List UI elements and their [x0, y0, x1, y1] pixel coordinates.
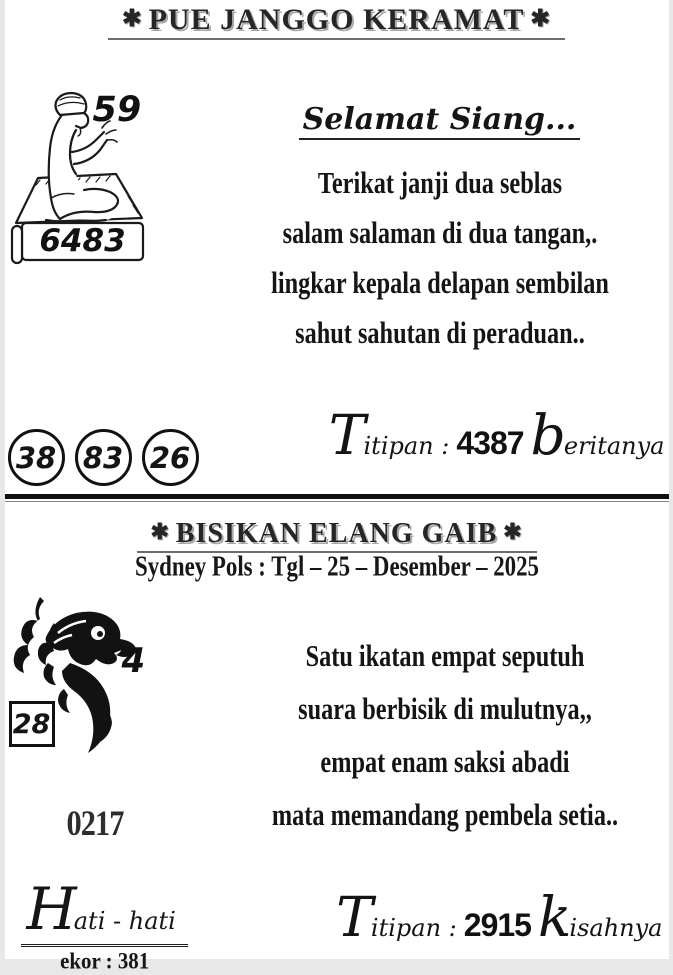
poem-line: sahut sahutan di peraduan..	[233, 305, 647, 361]
ekor-text: ekor : 381	[25, 947, 184, 974]
titipan-note-2	[336, 886, 662, 950]
poem-line: Terikat janji dua seblas	[233, 155, 647, 211]
section2-body	[215, 630, 673, 842]
caution-note	[21, 876, 188, 974]
titipan-suffix: kisahnya	[538, 886, 663, 950]
section1-body	[210, 102, 670, 358]
star-icon: ✱	[116, 6, 149, 32]
poem-line: empat enam saksi abadi	[238, 733, 652, 792]
poem-2	[215, 630, 673, 842]
poem-line: salam salaman di dua tangan,.	[233, 205, 647, 261]
section1-title-text: PUE JANGGO KERAMAT	[149, 3, 525, 36]
figure2-number-top: 4	[122, 641, 146, 681]
greeting-text: Selamat Siang...	[299, 102, 581, 140]
star-icon: ✱	[524, 6, 557, 32]
section1-title	[5, 3, 669, 40]
figure1-number-top: 59	[93, 90, 142, 130]
section-divider	[5, 494, 669, 502]
poem-line: lingkar kepala delapan sembilan	[233, 255, 647, 311]
star-icon: ✱	[497, 520, 528, 544]
lucky-circle: 38	[8, 429, 65, 486]
titipan-number: 4387	[456, 425, 523, 462]
lucky-circle: 83	[75, 429, 132, 486]
titipan-number: 2915	[464, 907, 531, 944]
figure2-number-box: 28	[9, 701, 55, 747]
lucky-circles	[8, 429, 199, 486]
poem-line: mata memandang pembela setia..	[238, 786, 652, 845]
syair-poster	[5, 0, 669, 959]
titipan-suffix: beritanya	[531, 404, 665, 468]
section2-title-text: BISIKAN ELANG GAIB	[176, 518, 497, 549]
poem-line: Satu ikatan empat seputuh	[238, 627, 652, 686]
poem-1	[210, 158, 670, 358]
caution-label: Hati - hati	[21, 876, 188, 947]
titipan-label: Titipan :	[336, 886, 457, 950]
lucky-circle: 26	[142, 429, 199, 486]
titipan-note-1	[329, 404, 665, 468]
section2-title	[5, 518, 669, 553]
titipan-label: Titipan :	[329, 404, 450, 468]
date-line: Sydney Pols : Tgl – 25 – Desember – 2025	[44, 551, 628, 583]
poem-line: suara berbisik di mulutnya,,	[238, 680, 652, 739]
figure1-number-platform: 6483	[33, 223, 133, 259]
figure2-number-bottom: 0217	[56, 804, 133, 845]
star-icon: ✱	[145, 520, 176, 544]
